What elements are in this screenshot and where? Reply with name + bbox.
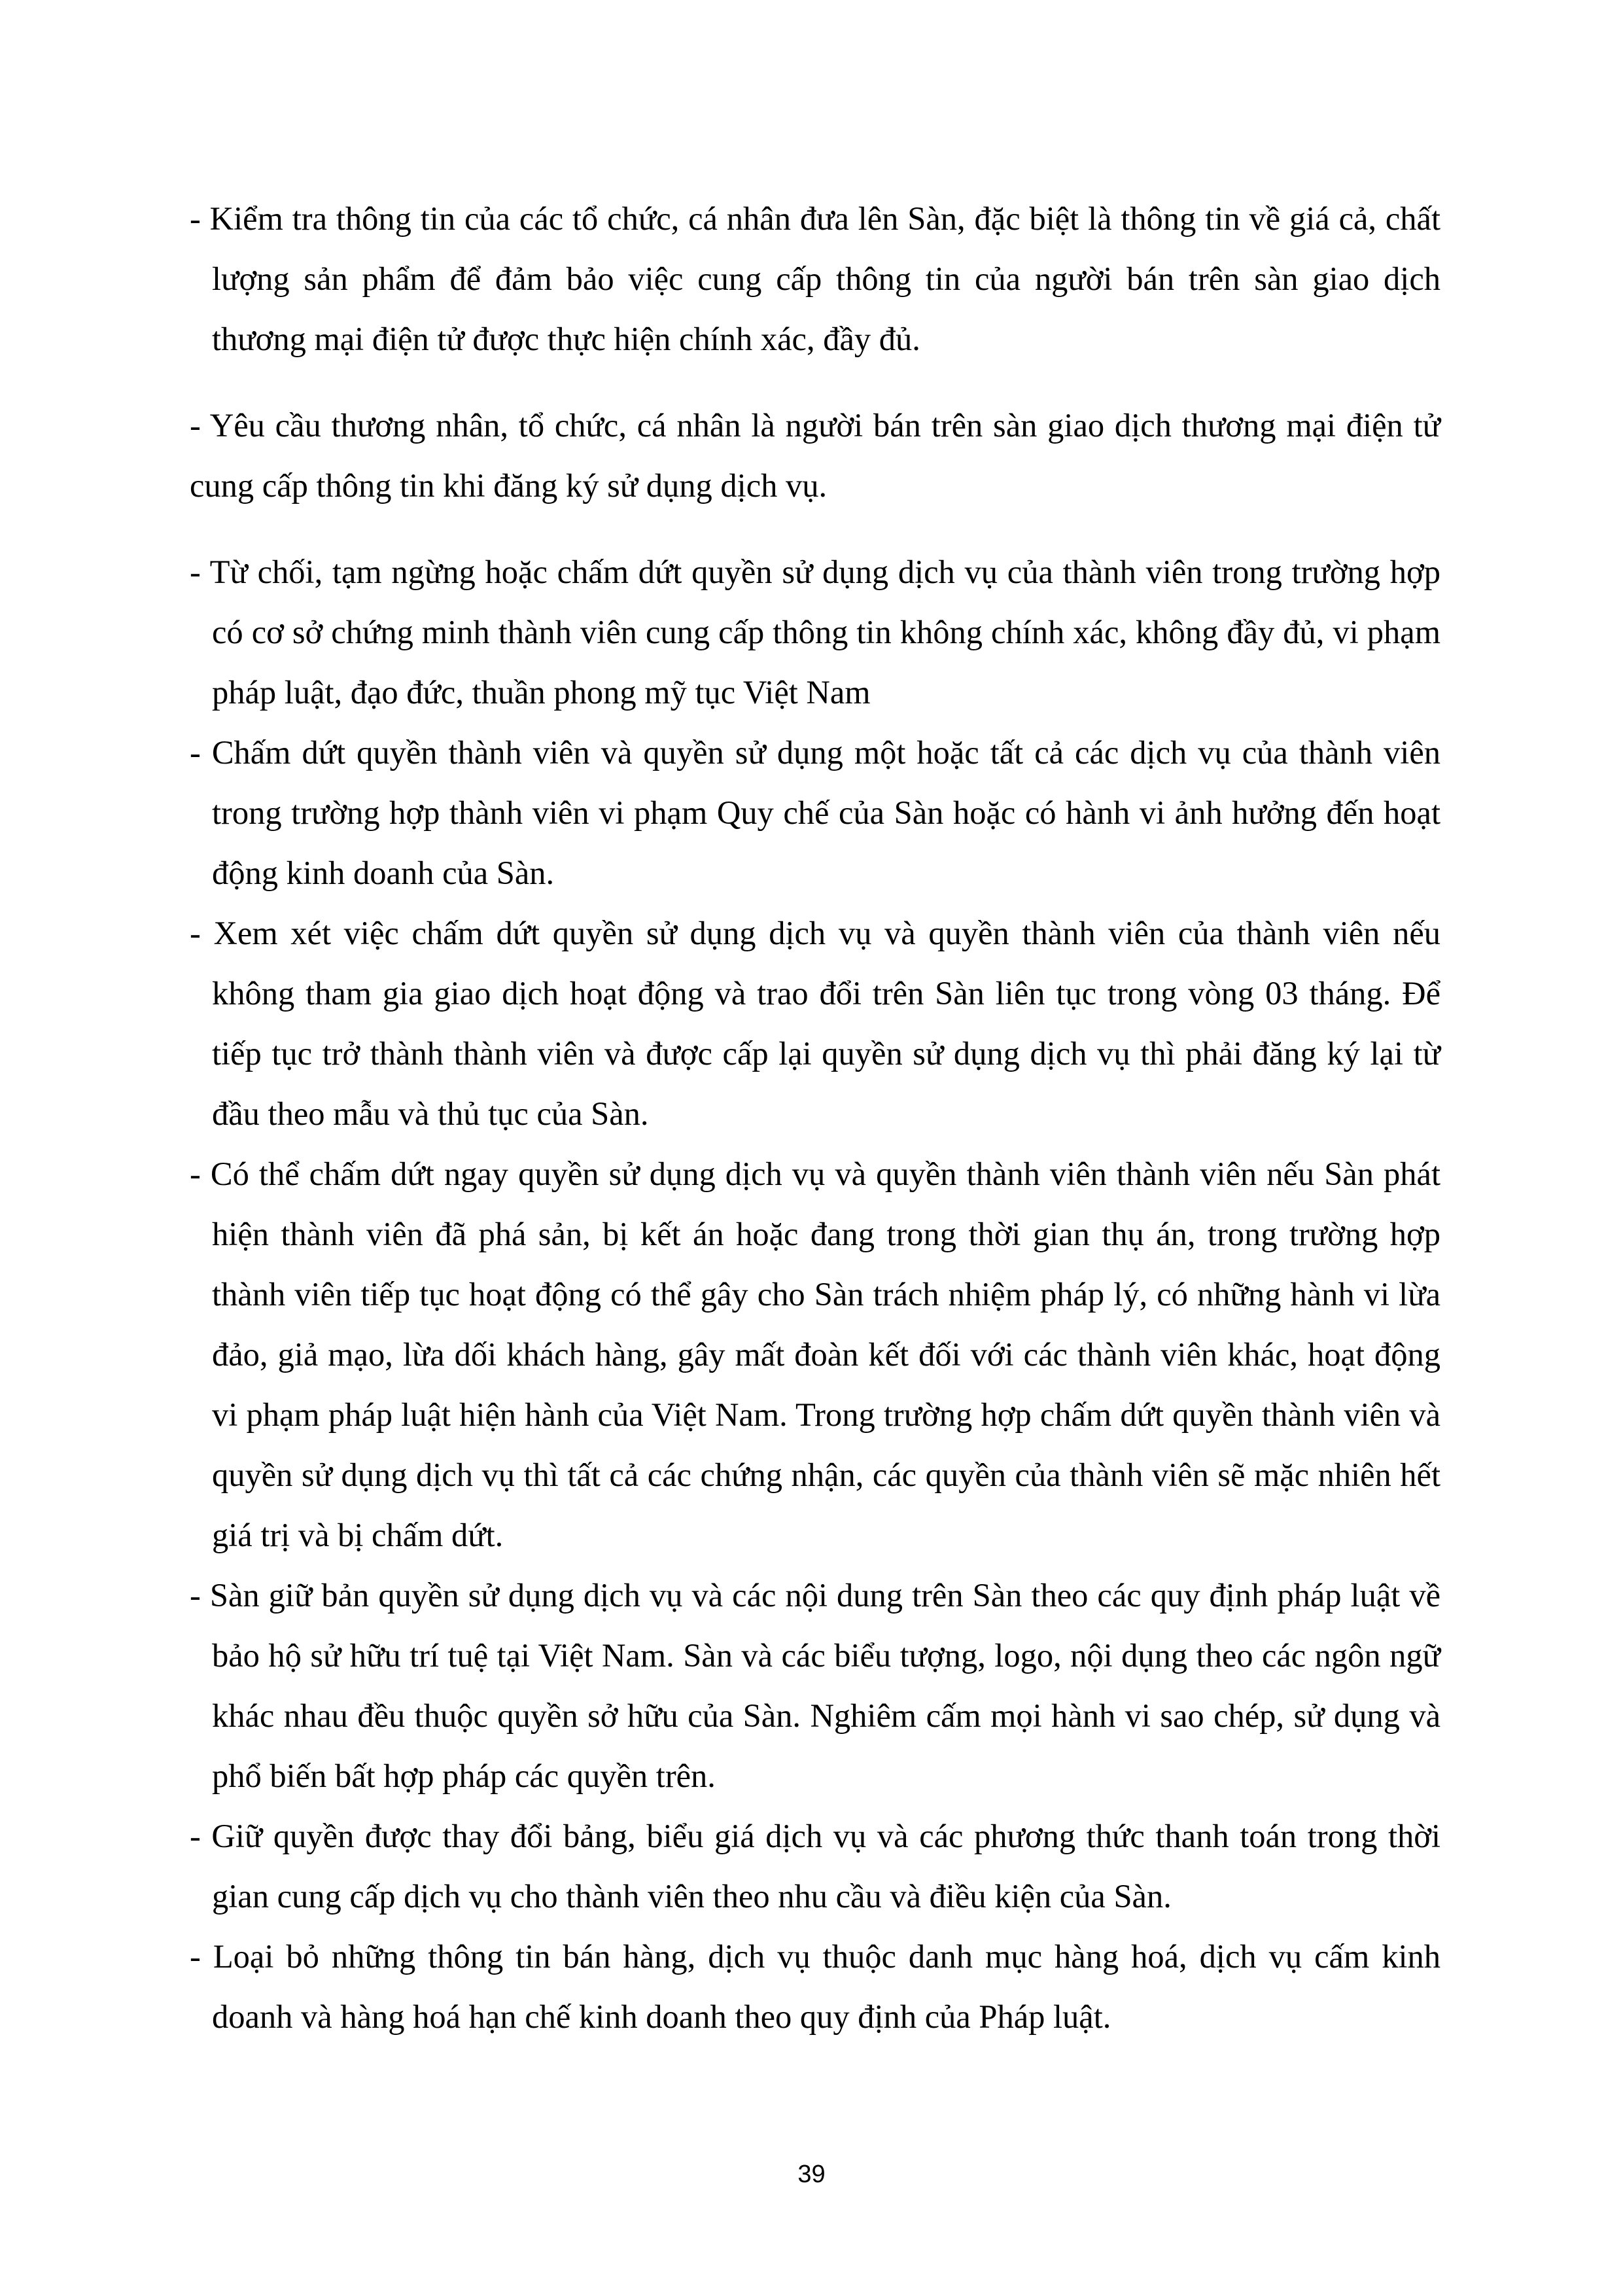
paragraph-require-seller-information: - Yêu cầu thương nhân, tổ chức, cá nhân là người bán trên sàn giao dịch thương mại điện tử cung cấp thông tin khi đăng ký sử dụng dịch vụ. (190, 407, 1440, 504)
paragraph-refuse-suspend-terminate: - Từ chối, tạm ngừng hoặc chấm dứt quyền sử dụng dịch vụ của thành viên trong trường hợp có cơ sở chứng minh thành viên cung cấp thông tin không chính xác, không đầy đủ, vi phạm pháp luật, đạo đức, thuần phong mỹ tục Việt Nam (190, 554, 1440, 711)
paragraph-immediate-termination: - Có thể chấm dứt ngay quyền sử dụng dịch vụ và quyền thành viên thành viên nếu Sàn phát hiện thành viên đã phá sản, bị kết án hoặc đang trong thời gian thụ án, trong trường hợp thành viên tiếp tục hoạt động có thể gây cho Sàn trách nhiệm pháp lý, có những hành vi lừa đảo, giả mạo, lừa dối khách hàng, gây mất đoàn kết đối với các thành viên khác, hoạt động vi phạm pháp luật hiện hành của Việt Nam. Trong trường hợp chấm dứt quyền thành viên và quyền sử dụng dịch vụ thì tất cả các chứng nhận, các quyền của thành viên sẽ mặc nhiên hết giá trị và bị chấm dứt. (190, 1156, 1440, 1553)
paragraph-inactive-members: - Xem xét việc chấm dứt quyền sử dụng dịch vụ và quyền thành viên của thành viên nếu không tham gia giao dịch hoạt động và trao đổi trên Sàn liên tục trong vòng 03 tháng. Để tiếp tục trở thành thành viên và được cấp lại quyền sử dụng dịch vụ thì phải đăng ký lại từ đầu theo mẫu và thủ tục của Sàn. (190, 915, 1440, 1132)
paragraph-price-changes: - Giữ quyền được thay đổi bảng, biểu giá dịch vụ và các phương thức thanh toán trong thời gian cung cấp dịch vụ cho thành viên theo nhu cầu và điều kiện của Sàn. (190, 1818, 1440, 1915)
paragraph-remove-prohibited-goods: - Loại bỏ những thông tin bán hàng, dịch vụ thuộc danh mục hàng hoá, dịch vụ cấm kinh doanh và hàng hoá hạn chế kinh doanh theo quy định của Pháp luật. (190, 1938, 1440, 2035)
page-number: 39 (797, 2161, 826, 2188)
paragraph-check-information: - Kiểm tra thông tin của các tổ chức, cá nhân đưa lên Sàn, đặc biệt là thông tin về giá cả, chất lượng sản phẩm để đảm bảo việc cung cấp thông tin của người bán trên sàn giao dịch thương mại điện tử được thực hiện chính xác, đầy đủ. (190, 200, 1440, 357)
paragraph-terminate-membership: - Chấm dứt quyền thành viên và quyền sử dụng một hoặc tất cả các dịch vụ của thành viên trong trường hợp thành viên vi phạm Quy chế của Sàn hoặc có hành vi ảnh hưởng đến hoạt động kinh doanh của Sàn. (190, 734, 1440, 891)
document-body (190, 188, 1440, 2047)
paragraph-copyright: - Sàn giữ bản quyền sử dụng dịch vụ và các nội dung trên Sàn theo các quy định pháp luật về bảo hộ sử hữu trí tuệ tại Việt Nam. Sàn và các biểu tượng, logo, nội dụng theo các ngôn ngữ khác nhau đều thuộc quyền sở hữu của Sàn. Nghiêm cấm mọi hành vi sao chép, sử dụng và phổ biến bất hợp pháp các quyền trên. (190, 1577, 1440, 1794)
